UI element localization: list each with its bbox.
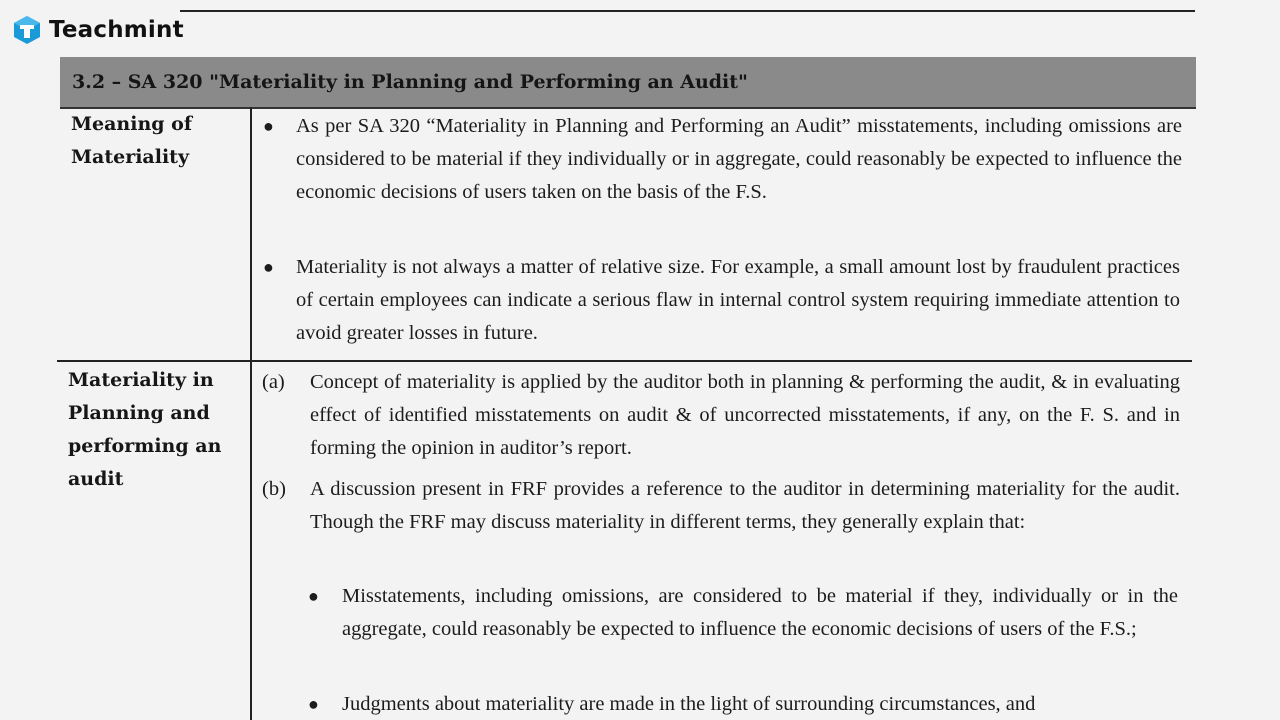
meaning-bullet-2: Materiality is not always a matter of relative size. For example, a small amount lost by fraudulent practices of certain employees can indicate a serious flaw in internal control system requiring immediate attention to avoid greater losses in future. [296, 256, 1180, 344]
section-title: 3.2 – SA 320 "Materiality in Planning and Performing an Audit" [72, 71, 748, 93]
meaning-bullet-1: As per SA 320 “Materiality in Planning and Performing an Audit” misstatements, including omissions are considered to be material if they individually or in aggregate, could reasonably be expected to influence the economic decisions of users taken on the basis of the F.S. [296, 115, 1182, 203]
planning-item-b: A discussion present in FRF provides a reference to the auditor in determining materiality for the audit. Though the FRF may discuss materiality in different terms, they generally explain that: [310, 478, 1180, 533]
item-marker-a: (a) [262, 371, 285, 393]
item-marker-b: (b) [262, 478, 286, 500]
row-divider [57, 360, 1192, 362]
section-header [60, 57, 1196, 109]
teachmint-watermark [13, 15, 184, 45]
planning-item-a: Concept of materiality is applied by the auditor both in planning & performing the audit, & in evaluating effect of identified misstatements on audit & of uncorrected misstatements, if any, on the F. S. and in forming the opinion in auditor’s report. [310, 371, 1180, 459]
column-divider [250, 107, 252, 720]
teachmint-logo-icon [13, 15, 41, 45]
row-label-planning: Materiality in Planning and performing an audit [68, 369, 222, 490]
bullet-icon: ● [263, 257, 274, 277]
bullet-icon: ● [263, 116, 274, 136]
brand-name: Teachmint [49, 17, 184, 43]
bullet-icon: ● [308, 694, 319, 714]
bullet-icon: ● [308, 586, 319, 606]
sub-bullet-1: Misstatements, including omissions, are considered to be material if they, individually or in the aggregate, could reasonably be expected to influence the economic decisions of users of the F.S.; [342, 585, 1178, 640]
sub-bullet-2: Judgments about materiality are made in the light of surrounding circumstances, and [342, 693, 1036, 715]
top-rule [180, 10, 1195, 12]
row-label-meaning: Meaning of Materiality [71, 113, 193, 168]
